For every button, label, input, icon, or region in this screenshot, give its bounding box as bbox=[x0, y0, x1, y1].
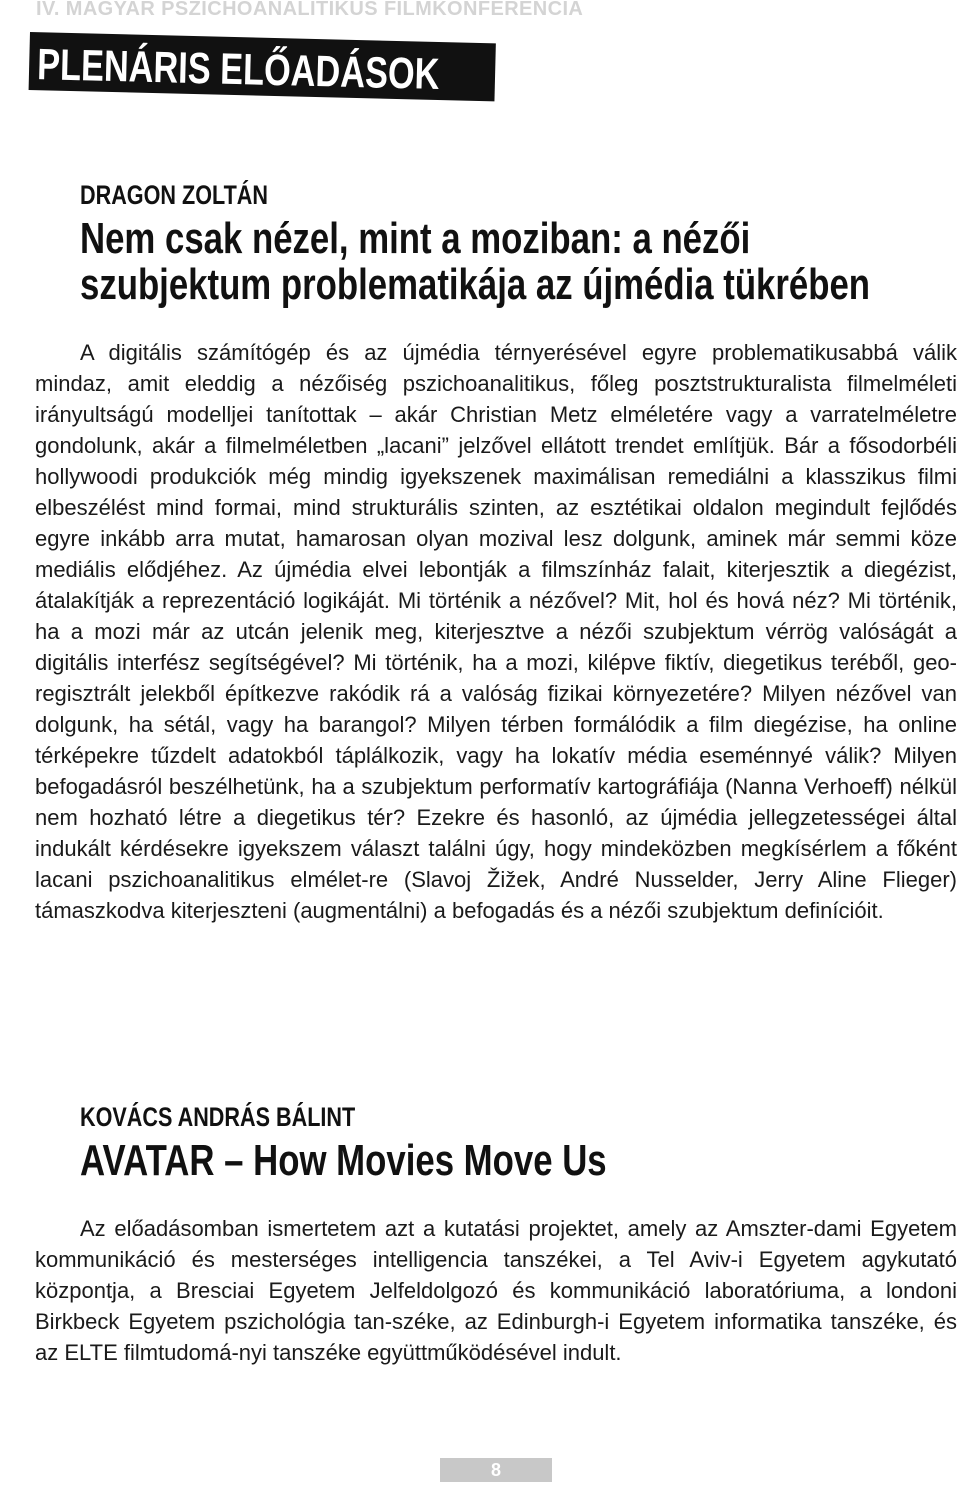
talk-abstract bbox=[35, 1213, 957, 1368]
section-banner bbox=[29, 32, 496, 101]
talk-title-line: szubjektum problematikája az újmédia tükrében bbox=[80, 260, 871, 309]
talk-title-line: AVATAR – How Movies Move Us bbox=[80, 1136, 607, 1185]
abstract-paragraph: A digitális számítógép és az újmédia térnyerésével egyre problematikusabbá válik mindaz, amit eleddig a nézőiség pszichoanalitikus, főleg posztstrukturalista filmelméleti irányultságú modelljei tanítottak – akár Christian Metz elméletére vagy a varratelméletre gondolunk, akár a filmelméletben „lacani” jelzővel ellátott trendet említjük. Bár a fősodorbéli hollywoodi produkciók még mindig igyekszenek maximálisan remediálni a klasszikus filmi elbeszélést mind formai, mind strukturális szinten, az esztétikai oldalon megindult fejlődés egyre inkább arra mutat, hamarosan olyan mozival lesz dolgunk, aminek már semmi köze mediális elődjéhez. Az újmédia elvei lebontják a filmszínház falait, kiterjesztik a diegézist, átalakítják a reprezentáció logikáját. Mi történik a nézővel? Mit, hol és hová néz? Mi történik, ha a mozi már az utcán jelenik meg, kiterjesztve a nézői szubjektum vérrög valóságát a digitális interfész segítségével? Mi történik, ha a mozi, kilépve fiktív, diegetikus teréből, geo- regisztrált jelekből építkezve rakódik rá a valóság fizikai környezetére? Milyen nézővel van dolgunk, ha sétál, vagy ha barangol? Milyen térben formálódik a film diegézise, ha online térképekre tűzdelt adatokból táplálkozik, vagy ha lokatív média eseménnyé válik? Milyen befogadásról beszélhetünk, ha a szubjektum performatív kartográfiája (Nanna Verhoeff) nélkül nem hozható létre a diegetikus tér? Ezekre és hasonló, az újmédia jellegzetességei által indukált kérdésekre igyekszem választ találni úgy, hogy mindeközben megkísérlem a főként lacani pszichoanalitikus elmélet-re (Slavoj Žižek, André Nusselder, Jerry Aline Flieger) támaszkodva kiterjeszteni (augmentálni) a befogadás és a nézői szubjektum definícióit. bbox=[35, 340, 957, 923]
running-header: IV. MAGYAR PSZICHOANALITIKUS FILMKONFERENCIA bbox=[36, 0, 584, 20]
talk-abstract bbox=[35, 337, 957, 926]
abstract-paragraph: Az előadásomban ismertetem azt a kutatási projektet, amely az Amszter-dami Egyetem kommunikáció és mesterséges intelligencia tanszékei, a Tel Aviv-i Egyetem agykutató központja, a Bresciai Egyetem Jelfeldolgozó és kommunikáció laboratóriuma, a londoni Birkbeck Egyetem pszichológia tan-széke, az Edinburgh-i Egyetem informatika tanszéke, és az ELTE filmtudomá-nyi tanszéke együttműködésével indult. bbox=[35, 1216, 957, 1365]
talk-author: KOVÁCS ANDRÁS BÁLINT bbox=[80, 1102, 356, 1132]
talk-author: DRAGON ZOLTÁN bbox=[80, 180, 268, 210]
page-number: 8 bbox=[440, 1458, 552, 1482]
section-banner-label: PLENÁRIS ELŐADÁSOK bbox=[36, 40, 441, 100]
talk-title-line: Nem csak nézel, mint a moziban: a nézői bbox=[80, 214, 751, 263]
